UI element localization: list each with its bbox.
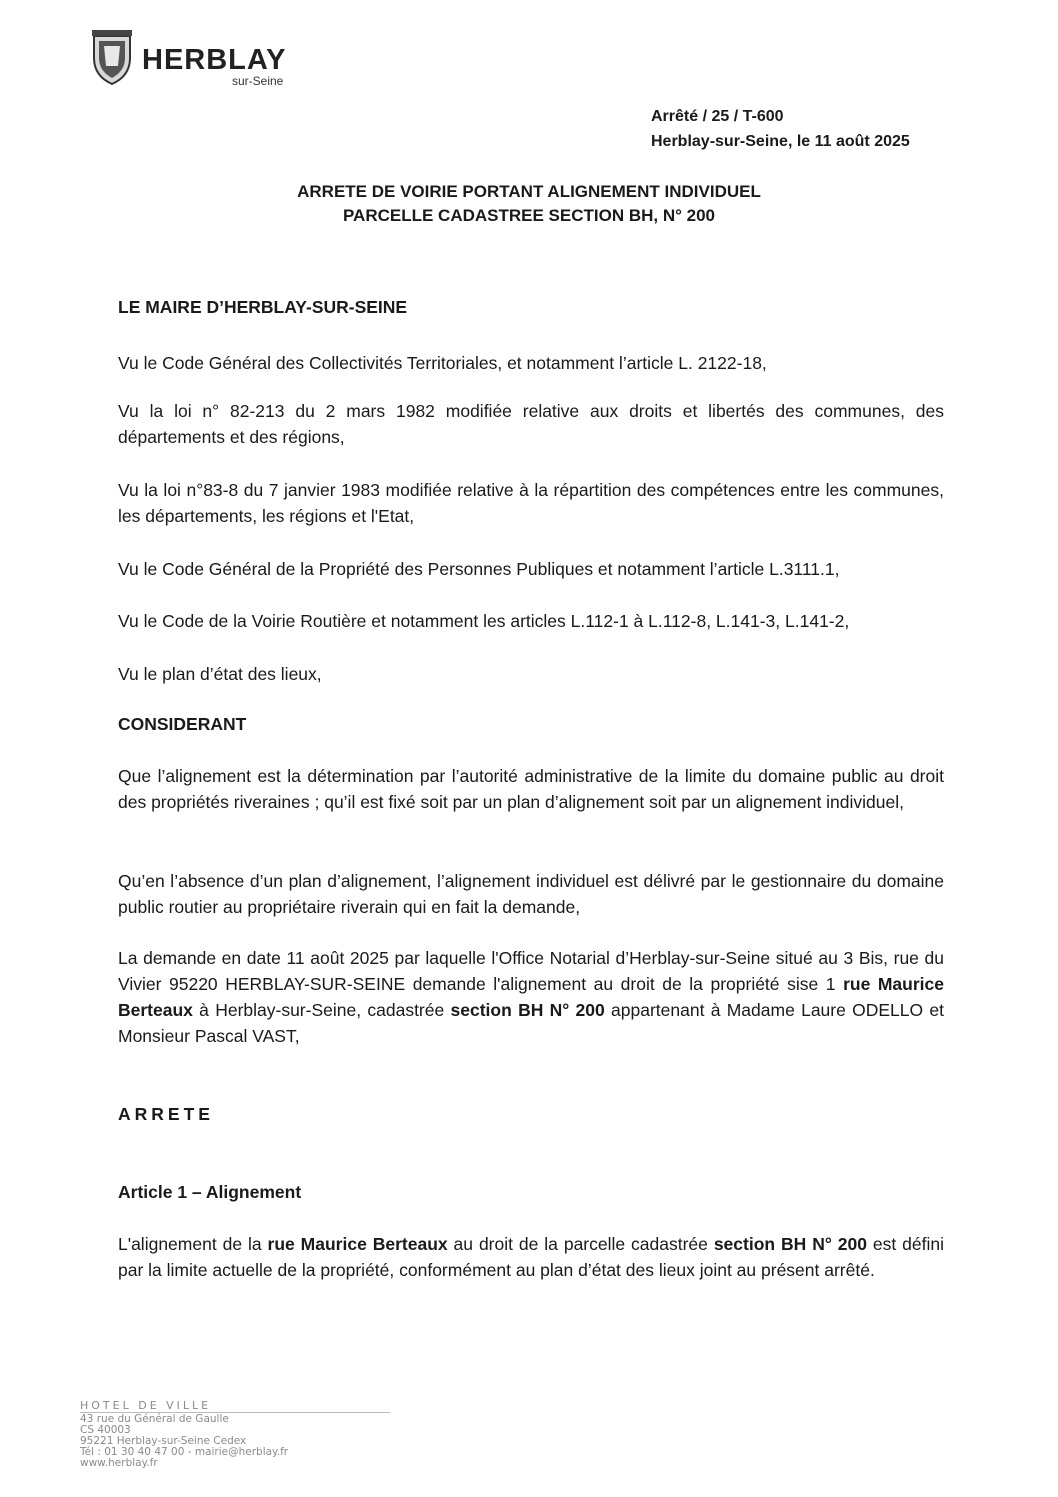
title-line-1: ARRETE DE VOIRIE PORTANT ALIGNEMENT INDIVIDUEL (297, 182, 761, 201)
vu-paragraph-5: Vu le Code de la Voirie Routière et notamment les articles L.112-1 à L.112-8, L.141-3, L.141-2, (118, 611, 850, 631)
article-1-heading: Article 1 – Alignement (118, 1182, 302, 1202)
title-line-2: PARCELLE CADASTREE SECTION BH, N° 200 (342, 206, 716, 225)
request-text-1: La demande en date 11 août 2025 par laquelle l'Office Notarial d’Herblay-sur-Seine situé au 3 Bis, rue du Vivier 95220 HERBLAY-SUR-SEINE demande l'alignement au droit de la propriété sise 1 (118, 948, 944, 994)
logo-wordmark: HERBLAY (142, 44, 287, 76)
considerant-heading: CONSIDERANT (118, 714, 247, 734)
footer-website: www.herblay.fr (80, 1457, 158, 1469)
footer-contact: Tél : 01 30 40 47 00 - mairie@herblay.fr (80, 1446, 289, 1458)
request-text-3: appartenant à Madame Laure ODELLO et Monsieur Pascal VAST, (118, 1000, 945, 1046)
vu-paragraph-2: Vu la loi n° 82-213 du 2 mars 1982 modifiée relative aux droits et libertés des communes, des départements et des régions, (118, 401, 944, 447)
footer-city: 95221 Herblay-sur-Seine Cedex (80, 1435, 247, 1447)
parcel-reference: section BH N° 200 (713, 1234, 867, 1254)
vu-paragraph-4: Vu le Code Général de la Propriété des Personnes Publiques et notamment l’article L.3111.1, (118, 559, 840, 579)
footer-street: 43 rue du Général de Gaulle (80, 1413, 229, 1425)
article-text-1: L'alignement de la (118, 1234, 268, 1254)
vu-paragraph-1: Vu le Code Général des Collectivités Territoriales, et notamment l’article L. 2122-18, (118, 353, 767, 373)
article-1-paragraph (118, 1231, 944, 1283)
street-name: rue Maurice Berteaux (118, 974, 944, 1020)
article-text-2: au droit de la parcelle cadastrée (447, 1234, 714, 1254)
arrete-heading: ARRETE (118, 1104, 214, 1124)
request-paragraph (118, 945, 944, 1049)
mayor-heading: LE MAIRE D’HERBLAY-SUR-SEINE (118, 297, 408, 317)
considerant-paragraph-1: Que l’alignement est la détermination par l’autorité administrative de la limite du domaine public au droit des propriétés riveraines ; qu’il est fixé soit par un plan d’alignement soit par un alignement individuel, (118, 766, 944, 812)
footer-cs: CS 40003 (80, 1424, 131, 1436)
street-name: rue Maurice Berteaux (267, 1234, 448, 1254)
vu-paragraph-3: Vu la loi n°83-8 du 7 janvier 1983 modifiée relative à la répartition des compétences entre les communes, les départements, les régions et l'Etat, (118, 480, 944, 526)
article-text-3: est défini par la limite actuelle de la propriété, conformément au plan d’état des lieux joint au présent arrêté. (118, 1234, 944, 1280)
parcel-reference: section BH N° 200 (450, 1000, 605, 1020)
place-date: Herblay-sur-Seine, le 11 août 2025 (651, 133, 910, 150)
footer-title: HOTEL DE VILLE (80, 1400, 390, 1413)
footer-address (80, 1400, 390, 1469)
decree-reference: Arrêté / 25 / T-600 (651, 108, 784, 125)
coat-of-arms-icon (90, 28, 134, 86)
request-text-2: à Herblay-sur-Seine, cadastrée (192, 1000, 451, 1020)
vu-paragraph-6: Vu le plan d’état des lieux, (118, 664, 322, 684)
logo-subtitle: sur-Seine (232, 74, 284, 88)
considerant-paragraph-2: Qu’en l’absence d’un plan d’alignement, l’alignement individuel est délivré par le gestionnaire du domaine public routier au propriétaire riverain qui en fait la demande, (118, 871, 944, 917)
